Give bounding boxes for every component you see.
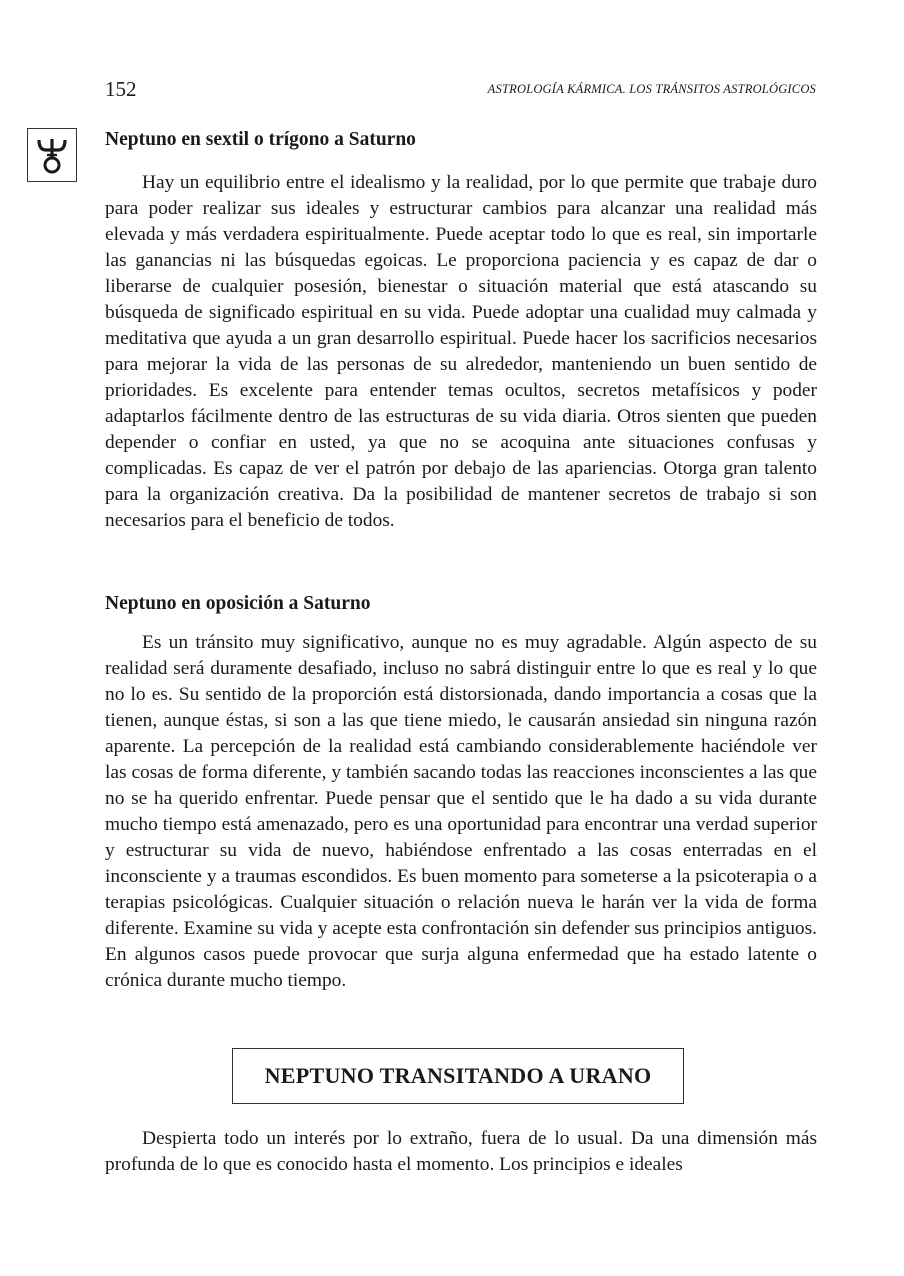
- paragraph-oposicion: Es un tránsito muy significativo, aunque no es muy agradable. Algún aspecto de su realidad será duramente desafiado, incluso no sabrá distinguir entre lo que es real y lo que no lo es. Su sentido de la proporción está distorsionada, dando importancia a cosas que la tienen, aunque éstas, si son a las que tiene miedo, le causarán ansiedad sin ninguna razón aparente. La percepción de la realidad está cambiando considerablemente haciéndole ver las cosas de forma diferente, y también sacando todas las reacciones inconscientes a las que no se ha querido enfrentar. Puede pensar que el sentido que le ha dado a su vida durante mucho tiempo está amenazado, pero es una oportunidad para encontrar una verdad superior y estructurar su vida de nuevo, habiéndose enfrentado a las cosas enterradas en el inconsciente y a traumas escondidos. Es buen momento para someterse a la psicoterapia o a terapias psicológicas. Cualquier situación o relación nueva le harán ver la vida de forma diferente. Examine su vida y acepte esta confrontación sin defender sus principios antiguos. En algunos casos puede provocar que surja alguna enfermedad que ha estado latente o crónica durante mucho tiempo.: [105, 632, 817, 991]
- closing-paragraph: Despierta todo un interés por lo extraño, fuera de lo usual. Da una dimensión más profunda de lo que es conocido hasta el momento. Los principios e ideales: [105, 1128, 817, 1175]
- boxed-heading-frame: [232, 1048, 684, 1104]
- neptune-saturn-glyph-icon: [27, 128, 77, 182]
- boxed-heading: NEPTUNO TRANSITANDO A URANO: [264, 1063, 652, 1088]
- running-header: ASTROLOGÍA KÁRMICA. LOS TRÁNSITOS ASTROLÓGICOS: [487, 82, 816, 96]
- page-number: 152: [105, 77, 137, 101]
- section-title-oposicion: Neptuno en oposición a Saturno: [105, 593, 371, 614]
- glyph-drawing: [34, 135, 70, 175]
- section-title-sextil-trigono: Neptuno en sextil o trígono a Saturno: [105, 129, 416, 150]
- paragraph-sextil-trigono: Hay un equilibrio entre el idealismo y la realidad, por lo que permite que trabaje duro para poder realizar sus ideales y estructurar cambios para alcanzar una realidad más elevada y más verdadera espiritualmente. Puede aceptar todo lo que es real, sin importarle las ganancias ni las búsquedas egoicas. Le proporciona paciencia y es capaz de dar o liberarse de cualquier posesión, bienestar o situación material que está atascando su búsqueda de significado espiritual en su vida. Puede adoptar una cualidad muy calmada y meditativa que ayuda a un gran desarrollo espiritual. Puede hacer los sacrificios necesarios para mejorar la vida de las personas de su alrededor, manteniendo un buen sentido de prioridades. Es excelente para entender temas ocultos, secretos metafísicos y poder adaptarlos fácilmente dentro de las estructuras de su vida diaria. Otros sienten que pueden depender o confiar en usted, ya que no se acoquina ante situaciones confusas y complicadas. Es capaz de ver el patrón por debajo de las apariencias. Otorga gran talento para la organización creativa. Da la posibilidad de mantener secretos de trabajo si son necesarios para el beneficio de todos.: [105, 172, 817, 531]
